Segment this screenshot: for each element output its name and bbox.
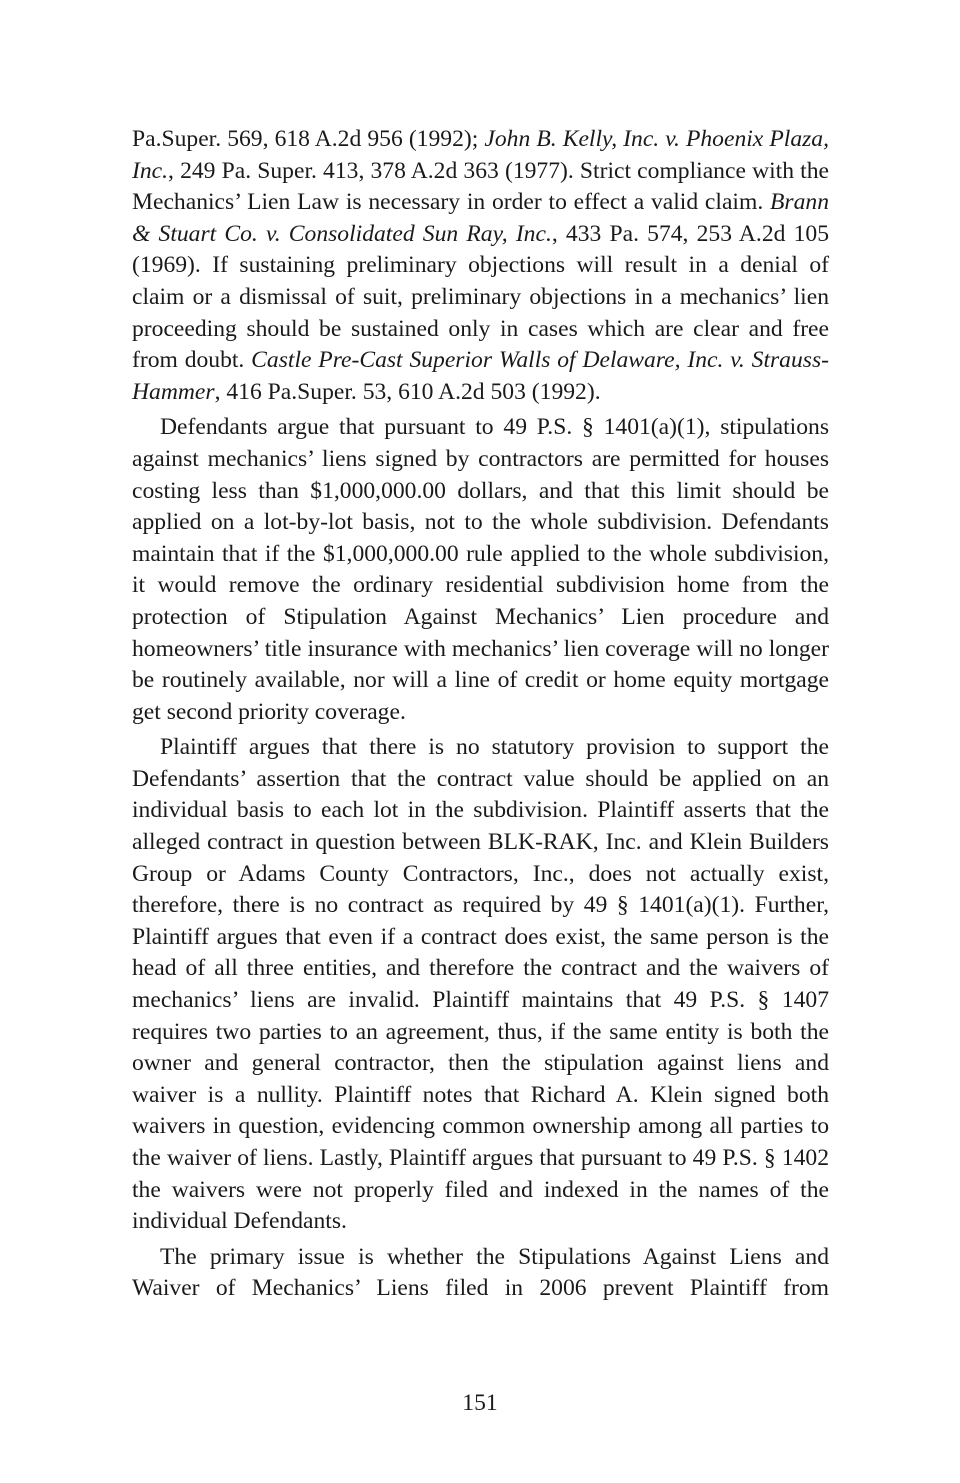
citation-text: , 249 Pa. Super. 413, 378 A.2d 363 (1977). Strict compliance with the Mechanics’ Lien Law is necessary in order to effect a valid claim. bbox=[132, 157, 829, 216]
paragraph-text: Defendants argue that pursuant to 49 P.S. § 1401(a)(1), stipulations against mechanics’ liens signed by contractors are permitted for houses costing less than $1,000,000.00 dollars, and that this limit should be applied on a lot-by-lot basis, not to the whole subdivision. Defendants maintain that if the $1,000,000.00 rule applied to the whole subdivision, it would remove the ordinary residential subdivision home from the protection of Stipulation Against Mechanics’ Lien procedure and homeowners’ title insurance with mechanics’ lien coverage will no longer be routinely available, nor will a line of credit or home equity mortgage get second priority coverage. bbox=[132, 414, 829, 725]
case-name: Brann & Stuart Co. v. Consolidated Sun Ray, Inc. bbox=[132, 189, 829, 247]
paragraph-text: Plaintiff argues that there is no statutory provision to support the Defendants’ assertion that the contract value should be applied on an individual basis to each lot in the subdivision. Plaintiff asserts that the alleged contract in question between BLK-RAK, Inc. and Klein Builders Group or Adams County Contractors, Inc., does not actually exist, therefore, there is no contract as required by 49 § 1401(a)(1). Further, Plaintiff argues that even if a contract does exist, the same person is the head of all three entities, and therefore the contract and the waivers of mechanics’ liens are invalid. Plaintiff maintains that 49 P.S. § 1407 requires two parties to an agreement, thus, if the same entity is both the owner and general contractor, then the stipulation against liens and waiver is a nullity. Plaintiff notes that Richard A. Klein signed both waivers in question, evidencing common ownership among all parties to the waiver of liens. Lastly, Plaintiff argues that pursuant to 49 P.S. § 1402 the waivers were not properly filed and indexed in the names of the individual Defendants. bbox=[132, 734, 829, 1235]
document-body bbox=[132, 124, 829, 1305]
case-name: Castle Pre-Cast Superior Walls of Delaware, Inc. v. Strauss-Hammer bbox=[132, 347, 829, 405]
paragraph-4 bbox=[132, 1242, 829, 1305]
citation-text: , 433 Pa. 574, 253 A.2d 105 (1969). If sustaining preliminary objections will result in a denial of claim or a dismissal of suit, preliminary objections in a mechanics’ lien proceeding should be sustained only in cases which are clear and free from doubt. bbox=[132, 220, 829, 374]
case-name: John B. Kelly, Inc. v. Phoenix Plaza, Inc. bbox=[132, 126, 829, 184]
citation-text: , 416 Pa.Super. 53, 610 A.2d 503 (1992). bbox=[214, 378, 601, 405]
citation-text: Pa.Super. 569, 618 A.2d 956 (1992); bbox=[132, 126, 485, 152]
paragraph-text: The primary issue is whether the Stipulations Against Liens and Waiver of Mechanics’ Liens filed in 2006 prevent Plaintiff from bbox=[132, 1243, 829, 1302]
paragraph-2 bbox=[132, 412, 829, 728]
paragraph-1 bbox=[132, 124, 829, 408]
paragraph-3 bbox=[132, 732, 829, 1238]
page-number: 151 bbox=[462, 1390, 498, 1416]
